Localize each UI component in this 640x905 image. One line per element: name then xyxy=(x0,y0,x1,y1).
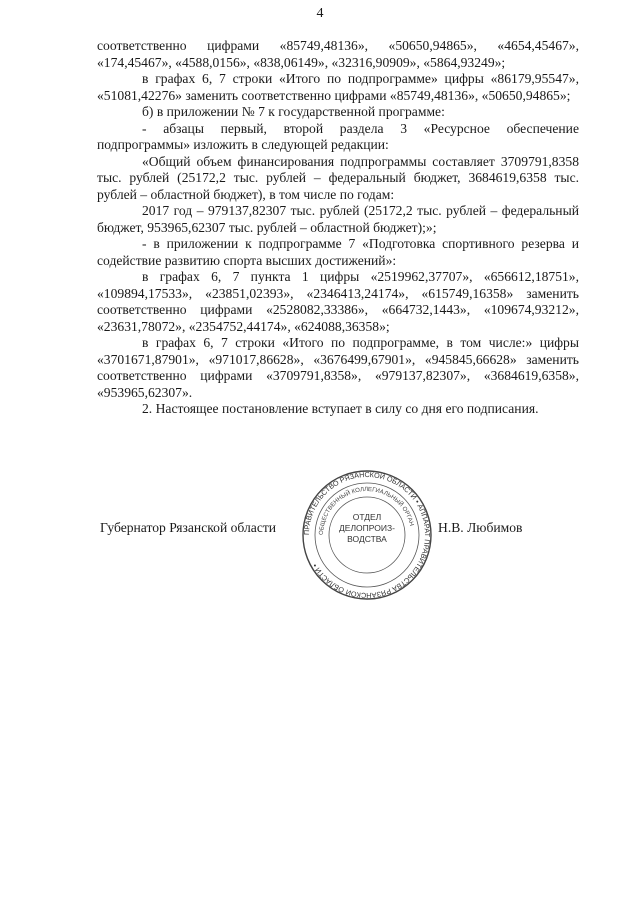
seal-center-line: ВОДСТВА xyxy=(347,534,387,544)
paragraph: б) в приложении № 7 к государственной программе: xyxy=(142,104,445,119)
seal-center-line: ДЕЛОПРОИЗ- xyxy=(339,523,395,533)
page-number: 4 xyxy=(316,6,324,21)
paragraph: 2017 год – 979137,82307 тыс. рублей (25172,2 тыс. рублей – федеральный бюджет, 953965,62307 тыс. рублей – областной бюджет);»; xyxy=(97,203,579,235)
paragraph: в графах 6, 7 пункта 1 цифры «2519962,37707», «656612,18751», «109894,17533», «23851,02393», «2346413,24174», «615749,16358» заменить соответственно цифрами «2528082,33386», «664732,1443», «109674,93212», «23631,78072», «2354752,44174», «624088,36358»; xyxy=(97,269,579,334)
paragraph: - абзацы первый, второй раздела 3 «Ресурсное обеспечение подпрограммы» изложить в следующей редакции: xyxy=(97,120,579,152)
paragraph: 2. Настоящее постановление вступает в силу со дня его подписания. xyxy=(142,401,539,416)
paragraph: соответственно цифрами «85749,48136», «50650,94865», «4654,45467», «174,45467», «4588,0156», «838,06149», «32316,90909», «5864,93249»; xyxy=(97,38,579,70)
paragraph: в графах 6, 7 строки «Итого по подпрограмме» цифры «86179,95547», «51081,42276» заменить соответственно цифрами «85749,48136», «50650,94865»; xyxy=(97,71,579,103)
paragraph: в графах 6, 7 строки «Итого по подпрограмме, в том числе:» цифры «3701671,87901», «971017,86628», «3676499,67901», «945845,66628» заменить соответственно цифрами «3709791,8358», «979137,82307», «3684619,6358», «953965,62307». xyxy=(97,335,579,400)
paragraph: - в приложении к подпрограмме 7 «Подготовка спортивного резерва и содействие развитию спорта высших достижений»: xyxy=(97,236,579,268)
document-body xyxy=(97,38,579,418)
seal-inner-text: ОБЩЕСТВЕННЫЙ КОЛЛЕГИАЛЬНЫЙ ОРГАН xyxy=(318,486,415,536)
signatory-title: Губернатор Рязанской области xyxy=(100,520,277,535)
seal-center-line: ОТДЕЛ xyxy=(352,512,382,522)
signatory-name: Н.В. Любимов xyxy=(438,520,523,535)
seal-center-text xyxy=(301,512,433,545)
seal-outer-text: ПРАВИТЕЛЬСТВО РЯЗАНСКОЙ ОБЛАСТИ • АППАРАТ ПРАВИТЕЛЬСТВА РЯЗАНСКОЙ ОБЛАСТИ • xyxy=(301,469,433,601)
paragraph: «Общий объем финансирования подпрограммы составляет 3709791,8358 тыс. рублей (25172,2 тыс. рублей – федеральный бюджет, 3684619,6358 тыс. рублей – областной бюджет), в том числе по годам: xyxy=(97,153,579,202)
official-seal xyxy=(301,469,433,601)
